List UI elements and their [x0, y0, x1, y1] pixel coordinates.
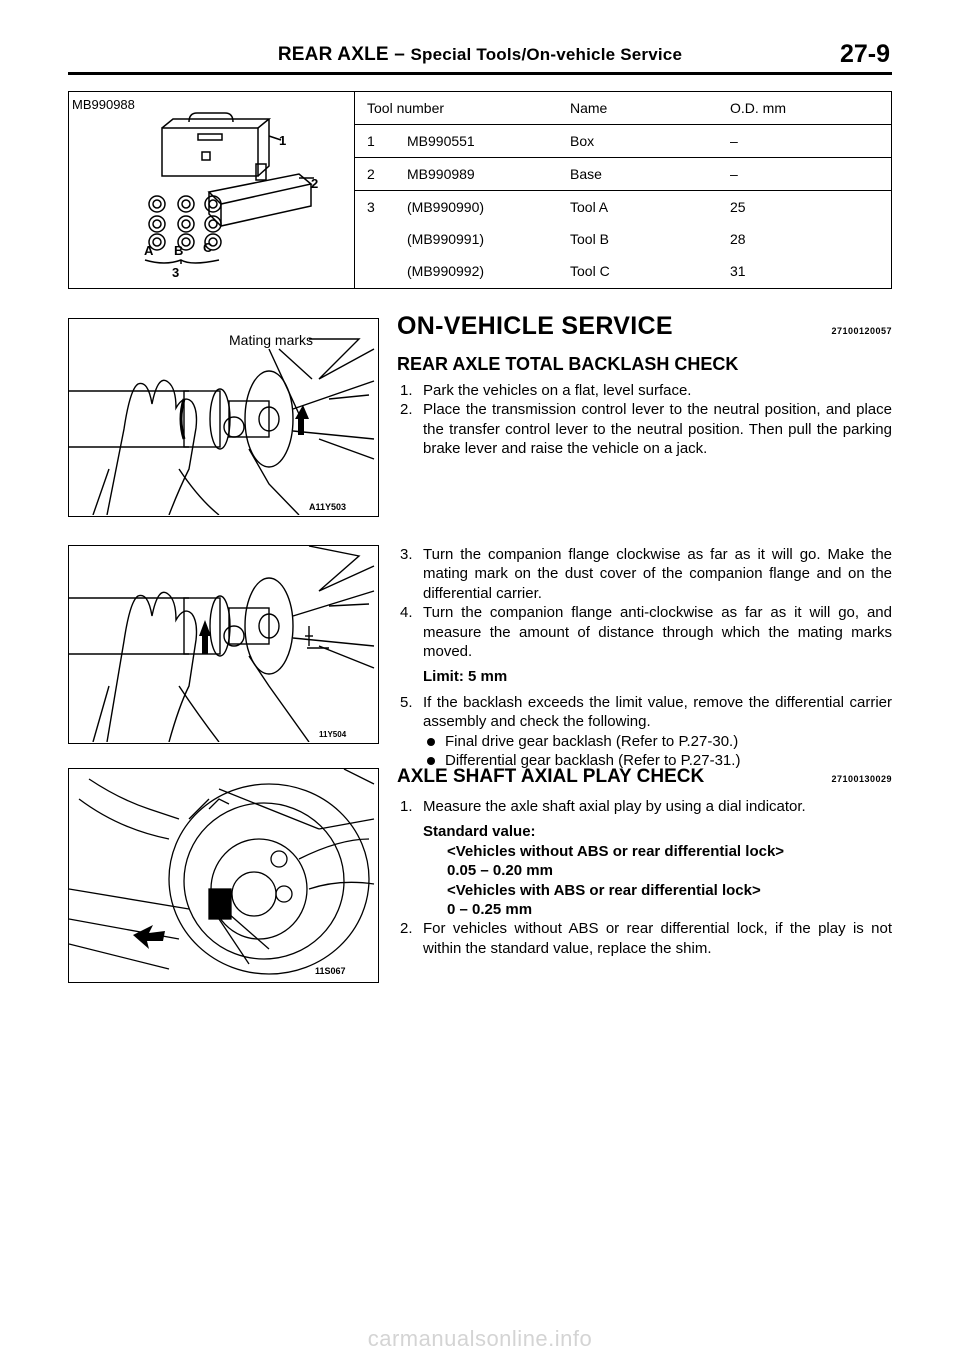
- tool-od: 28: [730, 231, 746, 247]
- tool-code: MB990988: [72, 97, 135, 112]
- fig-label-3: 3: [172, 265, 180, 280]
- tool-name: Tool C: [570, 263, 610, 279]
- standard-value-label: [397, 822, 892, 841]
- list-item: [397, 545, 892, 603]
- list-item: [397, 603, 892, 661]
- std-condition-1: <Vehicles without ABS or rear differential lock>: [447, 842, 785, 860]
- section-title: REAR AXLE: [277, 44, 389, 65]
- step-text: Turn the companion flange clockwise as far as it will go. Make the mating mark on the dust cover of the companion flange and on the differential carrier.: [423, 546, 892, 602]
- std-value-2: 0 – 0.25 mm: [447, 901, 533, 919]
- backlash-heading: REAR AXLE TOTAL BACKLASH CHECK: [397, 354, 739, 374]
- axial-steps: [397, 797, 892, 958]
- tool-number: (MB990991): [407, 231, 485, 247]
- service-title-code: 27100120057: [831, 326, 892, 336]
- std-value-1: 0.05 – 0.20 mm: [447, 862, 553, 880]
- backlash-steps-1-2: [397, 381, 892, 459]
- tool-index: 3: [367, 199, 375, 215]
- axial-code: 27100130029: [831, 774, 892, 784]
- tool-od: 25: [730, 199, 746, 215]
- tool-od: –: [730, 158, 891, 191]
- fig-label-c: C: [203, 240, 213, 255]
- bullet-text: Differential gear backlash (Refer to P.27-31.): [445, 752, 741, 770]
- list-item: [397, 693, 892, 732]
- companion-flange-drawing: [69, 546, 377, 742]
- step-number: 1.: [400, 798, 413, 815]
- table-row: [355, 125, 891, 158]
- step-number: 4.: [400, 604, 413, 622]
- fig3-code: 11S067: [315, 966, 346, 976]
- table-row: [355, 191, 891, 224]
- table-row: [355, 223, 891, 255]
- service-title: ON-VEHICLE SERVICE: [397, 312, 673, 340]
- tool-index: 2: [355, 158, 407, 191]
- fig-label-2: 2: [311, 176, 319, 191]
- tool-drawing: [69, 92, 353, 287]
- figure-dial-indicator: [68, 768, 379, 983]
- fig-label-a: A: [144, 243, 154, 258]
- tool-number: MB990551: [407, 125, 570, 158]
- dial-indicator-drawing: [69, 769, 377, 981]
- tool-name: Box: [570, 125, 730, 158]
- list-item: [397, 919, 892, 958]
- step-text: If the backlash exceeds the limit value, remove the differential carrier assembly and check the following.: [423, 693, 892, 731]
- figure-mating-marks: [68, 318, 379, 517]
- step-text: Measure the axle shaft axial play by using a dial indicator.: [423, 798, 806, 815]
- table-row: [355, 255, 891, 287]
- tool-index: [355, 223, 407, 255]
- tool-number: MB990989: [407, 158, 570, 191]
- tool-illustration: [69, 92, 355, 288]
- tool-number: (MB990990): [407, 199, 485, 215]
- tool-od: 31: [730, 263, 746, 279]
- header-dash: –: [394, 44, 406, 65]
- fig-label-1: 1: [279, 133, 287, 148]
- table-header-row: [355, 92, 891, 125]
- limit-value: [397, 667, 892, 686]
- tool-list: [355, 92, 891, 287]
- step-text: Place the transmission control lever to the neutral position, and place the transfer control lever to the neutral position. Then pull the parking brake lever and raise the vehicle on a jack.: [423, 401, 892, 458]
- list-item: [397, 732, 892, 751]
- section-subtitle: Special Tools/On-vehicle Service: [410, 45, 683, 64]
- special-tool-table: [68, 91, 892, 289]
- tool-od: –: [730, 125, 891, 158]
- step-text: Turn the companion flange anti-clockwise as far as it will go, and measure the amount of distance through which the mating marks moved.: [423, 604, 892, 661]
- backlash-steps-3-5: [397, 545, 892, 770]
- bullet-icon: [427, 757, 435, 765]
- axial-heading: AXLE SHAFT AXIAL PLAY CHECK: [397, 766, 705, 787]
- limit-text: Limit: 5 mm: [423, 668, 508, 686]
- step-number: 2.: [400, 401, 413, 419]
- fig2-code: 11Y504: [319, 730, 347, 739]
- step-number: 5.: [400, 693, 413, 711]
- step-number: 3.: [400, 546, 413, 563]
- std-condition-2: <Vehicles with ABS or rear differential lock>: [447, 881, 761, 899]
- tool-name: Tool B: [570, 231, 609, 247]
- tool-index: 1: [355, 125, 407, 158]
- col-header-name: Name: [570, 92, 730, 125]
- mating-marks-drawing: [69, 319, 377, 515]
- watermark: carmanualsonline.info: [367, 1326, 593, 1351]
- step-number: 2.: [400, 920, 413, 938]
- service-title-row: [397, 312, 892, 346]
- step-number: 1.: [400, 382, 413, 399]
- tool-name: Base: [570, 158, 730, 191]
- tool-index: [355, 255, 407, 287]
- col-header-tool-number: Tool number: [355, 92, 570, 125]
- page-header: [0, 44, 960, 66]
- col-header-od: O.D. mm: [730, 92, 891, 125]
- bullet-icon: [427, 738, 435, 746]
- header-rule: [68, 72, 892, 75]
- step-text: For vehicles without ABS or rear differential lock, if the play is not within the standard value, replace the shim.: [423, 920, 892, 957]
- table-row: [355, 158, 891, 191]
- fig1-callout: Mating marks: [229, 332, 314, 348]
- page-number: 27-9: [839, 40, 890, 68]
- list-item: [397, 400, 892, 458]
- list-item: [397, 381, 892, 400]
- step-text: Park the vehicles on a flat, level surface.: [423, 382, 692, 399]
- bullet-text: Final drive gear backlash (Refer to P.27-30.): [445, 732, 739, 750]
- fig1-code: A11Y503: [309, 502, 347, 512]
- std-label-text: Standard value:: [423, 823, 536, 841]
- tool-number: (MB990992): [407, 263, 485, 279]
- axial-heading-row: [397, 766, 892, 792]
- list-item: [397, 797, 892, 816]
- figure-companion-flange: [68, 545, 379, 744]
- fig-label-b: B: [174, 243, 184, 258]
- tool-name: Tool A: [570, 199, 609, 215]
